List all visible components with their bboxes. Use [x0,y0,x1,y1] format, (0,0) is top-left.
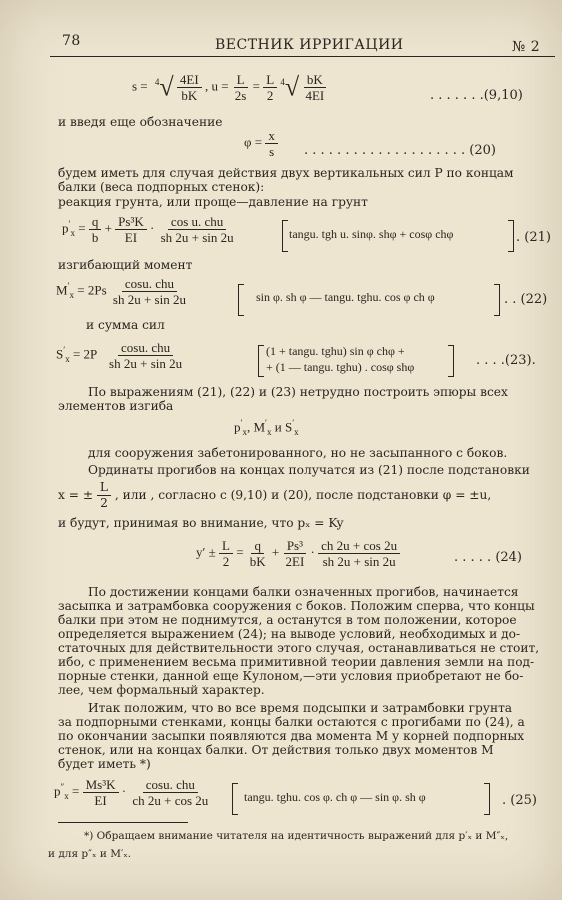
equation-number-21: . (21) [516,230,551,245]
paragraph-line: Ординаты прогибов на концах получатся из (21) после подстановки [88,463,530,477]
bracket-right [494,284,500,316]
paragraph-line: x = ± $\frac{L}{2}$ , или , согласно с (9,10) и (20), после подстановки φ = ±u, [58,480,492,510]
bracket-line-2: + (1 — tangu. tghu) . cosφ shφ [266,360,415,374]
equation-number-22: . . (22) [504,292,548,307]
header-rule [50,56,555,57]
equation-number-9-10: . . . . . . .(9,10) [430,88,523,103]
paragraph-line: стенок, или на концах балки. От действия только двух моментов M [58,743,494,757]
equation-22: $M'_x = 2Ps$ $\frac{\text{cosu. chu}}{sh 2u + \sin 2u}$ [56,276,186,307]
elements-list: $p'_x$, $M'_x$ и $S'_x$ [234,418,299,437]
equation-21: $p'_x$ = $\frac{q}{b}$ + $\frac{\text{Ps³K}}{EI}$ · $\frac{\text{cos u. chu}}{sh 2u + \sin 2u}$ [62,214,234,245]
paragraph-line: изгибающий момент [58,258,193,272]
paragraph-line: статочных для действительности этого случая, останавливаться не стоит, [58,641,540,655]
equation-number-24: . . . . . (24) [454,550,523,565]
equation-number-20: . . . . . . . . . . . . . . . . . . . . (20) [304,143,496,158]
equation-number-23: . . . .(23). [476,353,536,368]
paragraph-line: ибо, с применением весьма примитивной теории давления земли на под- [58,655,535,669]
paragraph-line: и будут, принимая во внимание, что pₓ = Ky [58,516,344,530]
paragraph-line: и сумма сил [86,318,165,332]
paragraph-line: по окончании засыпки появляются два момента M у корней подпорных [58,729,525,743]
equation-23: $S'_x = 2P$ $\frac{\text{cosu. chu}}{sh 2u + \sin 2u}$ [56,340,183,371]
paragraph-line: реакция грунта, или проще—давление на грунт [58,195,368,209]
paragraph-line: лее, чем формальный характер. [58,683,265,697]
paragraph-line: и введя еще обозначение [58,115,223,129]
paragraph-line: Итак положим, что во все время подсыпки и затрамбовки грунта [88,701,513,715]
paragraph-line: По достижении концами балки означенных прогибов, начинается [88,585,519,599]
bracket-left [232,783,238,815]
page-number: 78 [62,33,81,49]
bracket-left [282,220,288,252]
paragraph-line: элементов изгиба [58,399,174,413]
paragraph-line: порные стенки, данной еще Кулоном,—эти условия приобретают не бо- [58,669,524,683]
bracket-content-25: tangu. tghu. cos φ. ch φ — sin φ. sh φ [244,790,426,804]
bracket-right [484,783,490,815]
paragraph-line: По выражениям (21), (22) и (23) нетрудно построить эпюры всех [88,385,508,399]
footnote-line: *) Обращаем внимание читателя на идентичность выражений для p′ₓ и M″ₓ, [84,830,509,842]
bracket-line-1: (1 + tangu. tghu) sin φ chφ + [266,344,405,358]
paragraph-line: засыпка и затрамбовка сооружения с боков. Положим сперва, что концы [58,599,535,613]
bracket-right [508,220,514,252]
paragraph-line: за подпорными стенками, концы балки остаются с прогибами по (24), а [58,715,525,729]
bracket-left [238,284,244,316]
paragraph-line: будет иметь *) [58,757,151,771]
bracket-content-21: tangu. tgh u. sinφ. shφ + cosφ chφ [289,227,454,241]
equation-20: φ = $\frac{x}{s}$ [244,128,278,159]
footnote-line: и для p″ₓ и M′ₓ. [48,848,132,860]
paragraph-line: балки (веса подпорных стенок): [58,180,265,194]
footnote-rule [58,822,188,823]
bracket-content-22: sin φ. sh φ — tangu. tghu. cos φ ch φ [256,290,435,304]
equation-25: $p''_x$ = $\frac{\text{Ms³K}}{EI}$ · $\frac{\text{cosu. chu}}{ch 2u + \cos 2u}$ [54,777,209,808]
paragraph-line: определяется выражением (24); на выводе условий, необходимых и до- [58,627,521,641]
journal-title: ВЕСТНИК ИРРИГАЦИИ [215,37,404,53]
bracket-left [258,345,264,377]
equation-24: y′ ± $\frac{L}{2}$ = $\frac{q}{bK}$ + $\frac{\text{Ps³}}{2EI}$ · $\frac{ch 2u + \cos 2u}{sh 2u + \sin 2u}$ [196,538,400,569]
paragraph-line: балки при этом не поднимутся, а останутся в том положении, которое [58,613,517,627]
paragraph-line: будем иметь для случая действия двух вертикальных сил P по концам [58,166,514,180]
issue-number: № 2 [512,39,541,55]
equation-number-25: . (25) [502,793,537,808]
bracket-right [448,345,454,377]
paragraph-line: для сооружения забетонированного, но не засыпанного с боков. [88,446,508,460]
equation-9-10: s = $^4$√ $\frac{4EI}{bK}$ , u = $\frac{L}{2s}$ = $\frac{L}{2}$ $^4$√ $\frac{bK}{4EI}$ [132,72,325,103]
